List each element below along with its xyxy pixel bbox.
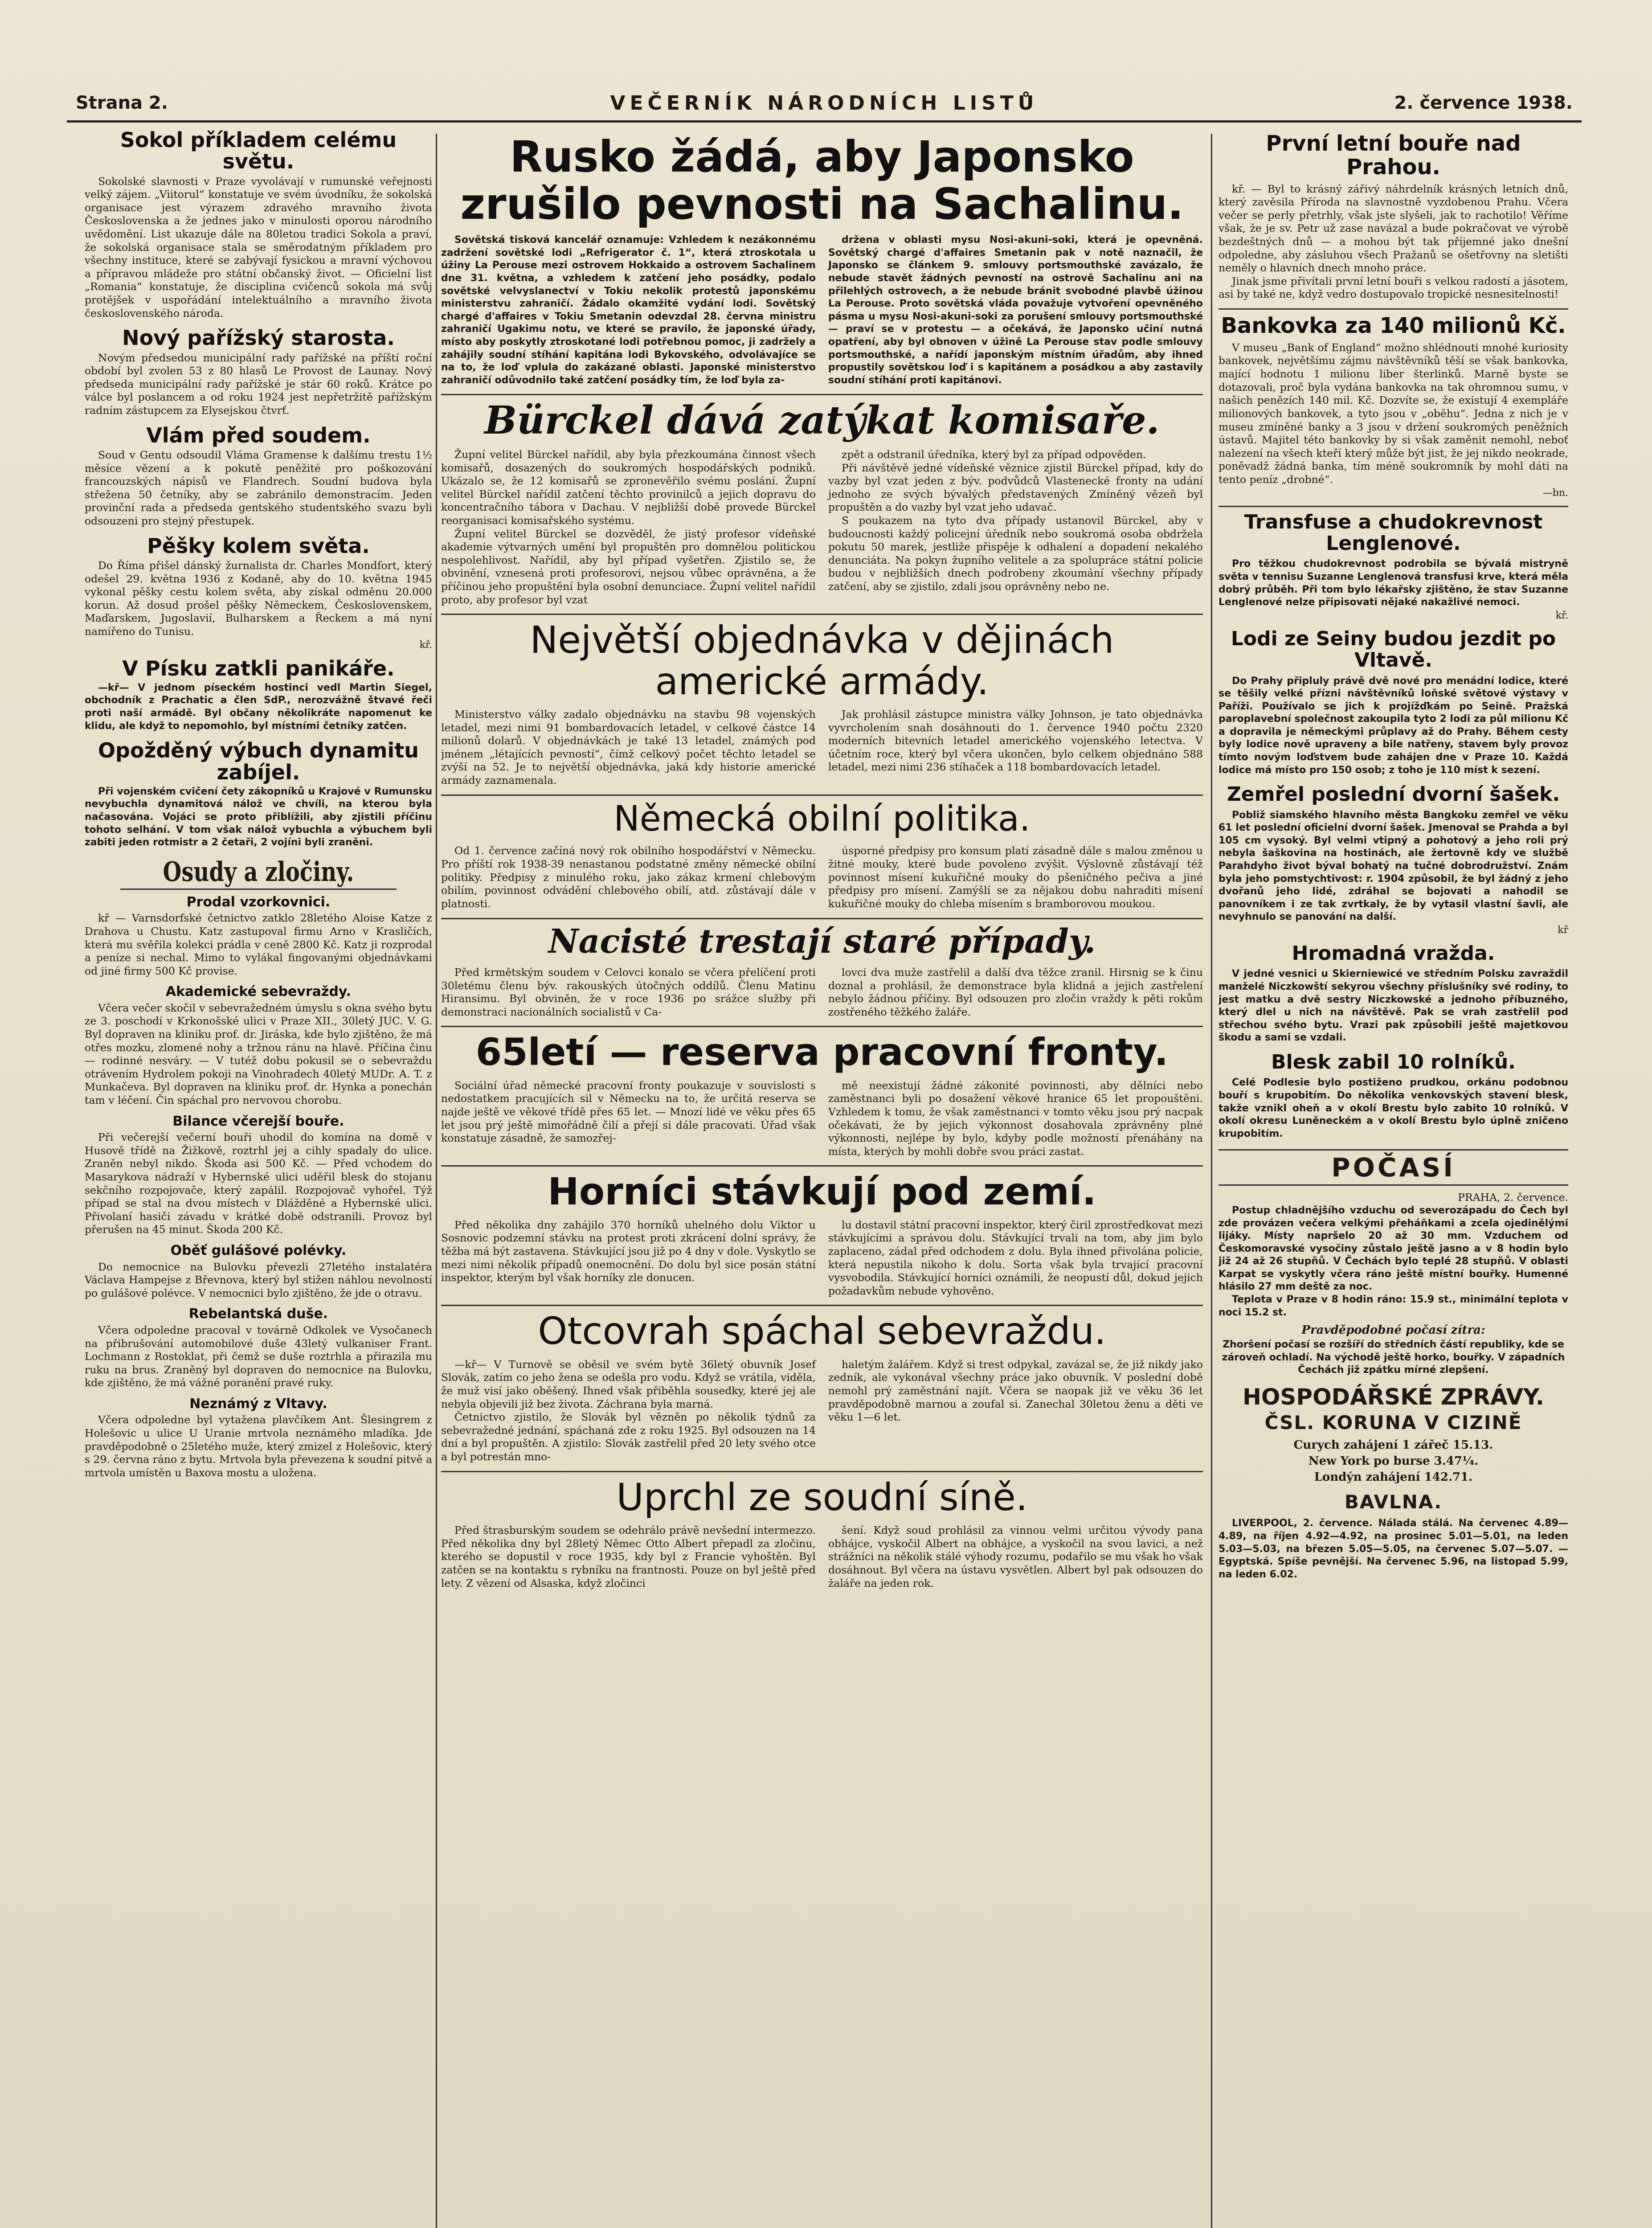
rate-newyork: New York po burse 3.47¼. — [1308, 1454, 1479, 1468]
article-text: lovci dva muže zastřelil a další dva těžce zranil. Hirsnig se k činu doznal a prohlásil, že demonstrace byla klidná a jejich zastřelení nebylo žádnou příčiny. Byl odsouzen pro zločin vraždy k pěti rokům zostřeného těžkého žaláře. — [828, 966, 1203, 1018]
article-text: haletým žalářem. Když si trest odpykal, zavázal se, že již nikdy jako zedník, ale vykonával všechny práce jako obuvník. V poslední době nemohl prý zaměstnání najít. Včera se naopak již ve věku 36 let pravděpodobně marnou a zoufal si. Zanechal 30letou ženu a děti ve věku 1—6 let. — [828, 1358, 1203, 1424]
article-headline: Otcovrah spáchal sebevraždu. — [538, 1309, 1106, 1353]
author-signature: kř. — [1555, 610, 1568, 621]
middle-column — [441, 129, 1203, 2228]
article-boure — [1219, 132, 1568, 301]
article-headline: Oběť gulášové polévky. — [170, 1243, 347, 1259]
article-vzorkovnice — [85, 895, 432, 978]
article-text: držena v oblasti mysu Nosi-akuni-soki, která je opevněná. Sovětský chargé d'affaires Smetanin pak v notě naznačil, že Japonsko se článkem 9. smlouvy portsmouthské zavázalo, že nebude stavět žádných pevností na ostrově Sachalinu ani na přilehlých ostrovech, a že nebude bránit svobodné plavbě úžinou La Perouse. Proto sovětská vláda považuje vytvoření opevněného pásma u mysu Nosi-akuni-soki za porušení smlouvy portsmouthské — praví se v protestu — a očekává, že Japonsko učiní nutná opatření, aby byl obnoven v úžině La Perouse stav podle smlouvy portsmouthské, a nařídí japonským místním úřadům, aby ihned propustily sovětskou loď i s kapitánem a posádkou a aby zastavily soudní stíhání proti kapitánovi. — [828, 234, 1203, 386]
article-rule — [441, 1165, 1203, 1167]
article-rule — [1219, 506, 1568, 507]
article-text: Včera odpoledne byl vytažena plavčíkem Ant. Šlesingrem z Holešovic u ulice U Uranie mrtvola neznámého mladíka. Jde pravděpodobně o 25letého muže, který zmizel z Holešovic, který s 29. června ráno z bytu. Mrtvola byla převezena k soudní pitvě a mrtvola umístěn u Baxova mostu a uložena. — [85, 1413, 432, 1479]
article-text: V jedné vesnici u Skierniewicé ve středním Polsku zavraždil manželé Niczkowští sekyrou všechny příslušníky své rodiny, to jest matku a dvě sestry Niczkowské a jednoho příbuzného, který dlel u nich na návštěvě. Pak se vrah zastřelil pod střechou svého bytu. Vrazi pak způsobili ještě majetkovou škodu a sami se vzdali. — [1219, 968, 1568, 1044]
article-text: Župní velitel Bürckel se dozvěděl, že jistý profesor vídeňské akademie výtvarných umění byl propuštěn pro domnělou politickou nespolehlivost. Nařídil, aby byl případ vyšetřen. Zjistilo se, že obvinění, vznesená proti profesorovi, nejsou vůbec oprávněna, a že příčinou jeho propuštění byla osobní denunciace. Župní velitel nařídil proto, aby profesor byl vzat — [441, 527, 816, 606]
article-text: Soud v Gentu odsoudil Vláma Gramense k dalšímu trestu 1½ měsíce vězení a k pokutě peněžité pro poškozování francouzských nápisů ve Flandrech. Soudní budova byla střežena 50 četníky, aby se zabránilo demonstracím. Jeden provinční rada a předseda gentského studentského svazu byli odsouzeni pro stejný přestupek. — [85, 448, 432, 527]
article-headline: Bankovka za 140 milionů Kč. — [1221, 313, 1566, 339]
weather-title: POČASÍ — [1219, 1149, 1568, 1186]
forecast-title: Pravděpodobné počasí zítra: — [1301, 1323, 1485, 1337]
article-vlam — [85, 425, 432, 528]
page-number: Strana 2. — [76, 93, 168, 113]
article-text: Sokolské slavnosti v Praze vyvolávají v rumunské veřejnosti velký zájem. „Viitorul“ konstatuje ve svém úvodníku, že sokolská organisace jest výrazem zdravého mravního života Československa a že jednes jako v minulosti oporou národního uvědomění. List ukazuje dále na 80letou tradici Sokola a praví, že sokolská organisace stala se směrodatným příkladem pro všechny instituce, které se zabývají fysickou a mravní výchovou a přípravou mládeže pro státní občanský život. — Oficielní list „Romania“ konstatuje, že disciplina cvičenců sokola má svůj protějšek v uspořádání intelektuálního a mravního života československého národa. — [85, 175, 432, 319]
article-text: Sovětská tisková kancelář oznamuje: Vzhledem k nezákonnému zadržení sovětské lodi „Refrigerator č. 1“, která ztroskotala u úžiny La Perouse mezi ostrovem Hokkaido a ostrovem Sachalinem dne 31. května, a vzhledem k zatčení jeho posádky, podalo sovětské velvyslanectví v Tokiu nekolik protestů japonskému ministerstvu zahraničí. Žádalo okamžité vydání lodi. Sovětský chargé d'affaires v Tokiu Smetanin odevzdal 28. června ministru zahraničí Ugakimu notu, ve které se pravilo, že japonské úřady, místo aby poskytly ztroskotané lodi potřebnou pomoc, ji zadržely a zahájily soudní stíhání kapitána lodi Bykovského, odvolávajíce se na to, že loď vplula do zakázané oblasti. Japonské ministerstvo zahraničí odůvodnilo také zatčení posádky tím, že loď byla za- — [441, 234, 816, 386]
article-headline: Hromadná vražda. — [1292, 942, 1495, 965]
article-text: Do Prahy připluly právě dvě nové pro menádní lodice, které se těšily velké přízni návštěvníků loňské světové výstavy v Paříži. Používalo se jich k projížďkám po Seině. Pražská paroplavební společnost zakoupila tyto 2 lodi za půl milionu Kč a dopravila je německými průplavy až do Prahy. Během cesty byly lodice nově upraveny a bile natřeny, stavem byly provoz tímto novým loďstvem bude zahájen dne v Praze 10. Každá lodice má místo pro 150 osob; z toho je 110 míst k sezení. — [1219, 675, 1568, 776]
weather-temperature: Teplota v Praze v 8 hodin ráno: 15.9 st., minimální teplota v noci 15.2 st. — [1219, 1294, 1568, 1318]
article-text: Před krmětským soudem v Celovci konalo se včera přelíčení proti 30letému členu býv. rakouských útočných oddílů. Členu Matinu Hiransimu. Byl obviněn, že v roce 1936 po srážce služby při demonstraci nacionálních socialistů v Ca- — [441, 966, 816, 1018]
column-divider — [436, 134, 437, 2228]
article-rule — [1219, 308, 1568, 310]
article-bilance — [85, 1114, 432, 1237]
article-otcovrah — [441, 1311, 1203, 1463]
rate-zurich: Curych zahájení 1 zářeč 15.13. — [1293, 1438, 1493, 1452]
article-rule — [441, 795, 1203, 796]
article-text: Při večerejší večerní bouři uhodil do komína na domě v Husově třídě na Žižkově, roztrhl jej a cihly spadaly do ulice. Zraněn nebyl nikdo. Škoda asi 500 Kč. — Před vchodem do Masarykova nádraží v Hybernské ulici uděřil blesk do stojanu sekčního rozpojovače, který zapálil. Rozpojovač vyhořel. Týž případ se stal na dvou místech v Dlážděné a Hybernské ulici. Přivolaní hasiči závadu v krátké době odstranili. Provoz byl přerušen na 45 minut. Škoda 200 Kč. — [85, 1131, 432, 1236]
article-text: V museu „Bank of England“ možno shlédnouti mnohé kuriosity bankovek, největšímu zájmu návštěvníků těší se však bankovka, mající hodnotu 1 milionu liber šterlinků. Marně byste se dotazovali, proč byla vydána bankovka na tak ohromnou sumu, v našich penězích 140 mil. Kč. Dozvíte se, že existují 4 exempláře milionových bankovek, a tyto jsou v „oběhu“. Jedna z nich je v museu zmíněné banky a 3 jsou v držení soukromých peněžních ústavů. Majitel této bankovky by si však zaměnit nemohl, neboť nalezení na všech kteří který může být jist, že jej nikdo neokrade, poněvadž žádná banka, tím méně soukromník by mohl dáti na tento peníz „drobné“. — [1219, 341, 1568, 486]
article-burckel — [441, 400, 1203, 606]
article-rebel — [85, 1307, 432, 1390]
page-header — [67, 89, 1582, 123]
article-text: S poukazem na tyto dva případy ustanovil Bürckel, aby v budoucnosti každý policejní úředník nebo soukromá osoba obdržela pokutu 50 marek, jestliže přispěje k odhalení a dopadení nekalého denunciáta. Na pokyn župního velitele a za spolupráce státní policie budou v nejbližších dnech podrobeny zkoumání všechny případy zatčení, aby se zjistilo, zdali jsou oprávněny nebo ne. — [828, 514, 1203, 593]
article-headline: Neznámý z Vltavy. — [189, 1396, 327, 1412]
article-text: šení. Když soud prohlásil za vinnou velmi určitou vývody pana obhájce, vyskočil Albert na obhájce, a vyskočil na svou lavici, a než strážníci na několik stálé výhody rozumu, podařilo se mu však ho však dosáhnout. Byl včera na ústavu vysvětlen. Albert byl pak odsouzen do žaláře na jeden rok. — [828, 1524, 1203, 1589]
article-rule — [441, 1305, 1203, 1306]
article-text: Včera večer skočil v sebevražedném úmyslu s okna svého bytu ze 3. poschodí v Krkonošské ulici v Praze XII., 30letý JUC. V. G. Byl dopraven na kliniku prof. dr. Jiráska, kde bylo zjištěno, že má otřes mozku, zlomené nohy a tržnou ránu na hlavě. Příčina činu — rodinné nesváry. — V tutéž dobu pokusil se o sebevraždu otrávením Hydrolem pokoji na Vinohradech 40letý MUDr. A. T. z Munkačeva. Byl dopraven na kliniku prof. dr. Hynka a ponechán tam v léčení. Čin spáchal pro nervovou chorobu. — [85, 1001, 432, 1107]
article-text: Ministerstvo války zadalo objednávku na stavbu 98 vojenských letadel, mezi nimi 91 bombardovacích letadel, v celkové částce 14 milionů dolarů. V objednávkách je také 13 letadel, známých pod jménem „létajících pevností“, čímž celkový počet těchto letadel se zvýší na 52. Je to největší objednávka, jaká kdy historie americké armády zaznamenala. — [441, 708, 816, 787]
article-text: Celé Podlesie bylo postiženo prudkou, orkánu podobnou bouří s krupobitím. Do několika venkovských stavení blesk, takže vznikl oheň a v okolí Brestu bylo zabito 10 rolníků. V okolí okresu Luněneckém a v okolí Brestu bylo úplně zničeno krupobitím. — [1219, 1077, 1568, 1139]
author-signature: kř. — [419, 639, 432, 651]
article-vltava — [85, 1397, 432, 1480]
article-reserva — [441, 1032, 1203, 1158]
article-headline: Rebelantská duše. — [188, 1306, 328, 1322]
article-text: Jak prohlásil zástupce ministra války Johnson, je tato objednávka vyvrcholením snah dosáhnouti do 1. července 1940 počtu 2320 moderních bitevních letadel amerického vojenského letectva. V účetním roce, který byl včera ukončen, bylo celkem objednáno 588 letadel, mezi nimi 236 stíhaček a 118 bombardovacích letadel. — [828, 708, 1203, 774]
article-headline: Německá obilní politika. — [613, 799, 1030, 839]
article-headline: Nacisté trestají staré případy. — [548, 922, 1096, 961]
article-text: Župní velitel Bürckel nařídil, aby byla přezkoumána činnost všech komisařů, dosazených do soukromých hospodářských podniků. Ukázalo se, že 12 komisařů se zpronevěřilo svému poslání. Župní velitel Bürckel nařídil zatčení těchto provinilců a jejich dopravu do koncentračního tábora v Dachau. V nejbližší době provede Bürckel reorganisaci komisařského systému. — [441, 448, 816, 527]
article-text: zpět a odstranil úředníka, který byl za případ odpověden. — [842, 448, 1146, 461]
article-headline: V Písku zatkli panikáře. — [122, 656, 395, 680]
article-headline: Vlám před soudem. — [146, 423, 371, 447]
article-lodi — [1219, 628, 1568, 777]
article-headline: Zemřel poslední dvorní šašek. — [1227, 783, 1560, 806]
article-sasek — [1219, 784, 1568, 936]
article-sachalin — [441, 134, 1203, 387]
article-headline: Uprchl ze soudní síně. — [616, 1475, 1028, 1519]
article-objednavka — [441, 619, 1203, 787]
article-text: lu dostavil státní pracovní inspektor, který čiril zprostředkovat mezi stávkujícími a správou dolu. Stávkující trvali na tom, aby jim bylo zaplaceno, zádal před odchodem z dolu. Byla ihned přivolána policie, která nepustila nikoho k dolu. Sorta však byla trvající pracovní vysvobodila. Stávkující horníci oznámili, že neopustí důl, dokud jejich požadavkům nebude vyhověno. — [828, 1218, 1203, 1297]
article-rule — [441, 918, 1203, 919]
author-signature: kř — [1558, 925, 1568, 936]
article-gulas — [85, 1244, 432, 1300]
issue-date: 2. července 1938. — [1394, 93, 1573, 113]
article-obilni — [441, 800, 1203, 911]
article-transfuse — [1219, 512, 1568, 621]
article-uprchl — [441, 1477, 1203, 1590]
article-pisek — [85, 658, 432, 733]
article-text: Do Říma přišel dánský žurnalista dr. Charles Mondfort, který odešel 29. května 1936 z Kodaně, aby do 10. května 1945 vykonal pěšky cestu kolem světa, aby získal odměnu 20.000 korun. Až dosud prošel pěšky Německem, Československem, Maďarskem, Jugoslavií, Bulharskem a Řeckem a má nyní namířeno do Tunisu. — [85, 559, 432, 638]
economic-subtitle: ČSL. KORUNA V CIZINĚ — [1264, 1412, 1522, 1434]
cotton-text: LIVERPOOL, 2. července. Nálada stálá. Na červenec 4.89—4.89, na říjen 4.92—4.92, na prosinec 5.01—5.01, na leden 5.03—5.03, na březen 5.05—5.05, na červenec 5.07—5.07. — Egyptská. Spíše pevnější. Na červenec 5.96, na listopad 5.99, na leden 6.02. — [1219, 1518, 1568, 1580]
economic-title: HOSPODÁŘSKÉ ZPRÁVY. — [1243, 1384, 1544, 1410]
weather-box — [1219, 1149, 1568, 1377]
lead-headline: Rusko žádá, aby Japonsko zrušilo pevnosti na Sachalinu. — [460, 132, 1184, 229]
forecast-text: Zhoršení počasí se rozšíří do středních částí republiky, kde se zároveň ochladí. Na východě ještě horko, bouřky. V západních Čechách již zpátku mírné zlepšení. — [1222, 1339, 1565, 1376]
article-headline: Horníci stávkují pod zemí. — [548, 1170, 1096, 1214]
article-text: Pro těžkou chudokrevnost podrobila se bývalá mistryně světa v tennisu Suzanne Lenglenová transfusi krve, která měla dobrý průběh. Při tom bylo lékařsky zjištěno, že stav Suzanne Lenglenové nelze připisovati nějaké nakažlivé nemoci. — [1219, 558, 1568, 608]
article-headline: Akademické sebevraždy. — [165, 984, 352, 1000]
article-text: kř. — Byl to krásný zářivý náhrdelník krásných letních dnů, který zavěsila Příroda na slavnostně vyzdobenou Prahu. Včera večer se perly přetrhly, však jste slyšeli, jak to rachotilo! Věříme však, že je sv. Petr už zase navázal a bude pokračovat ve výrobě bezdeštných dnů — a mohou být tak příjemné jako dnešní odpoledne, aby zásluhou všech Pražanů se ošetřovny na sletišti neměly o hlavních dnech mnoho práce. — [1219, 182, 1568, 274]
article-text: Včera odpoledne pracoval v továrně Odkolek ve Vysočanech na přibrušování automobilové duše 43letý vulkaniser Frant. Lochmann z Rostoklat, při čemž se duše roztrhla a přirazila mu ruku na brus. Zraněný byl dopraven do nemocnice na Bulovku, kde zjištěno, že má vážné poranění pravé ruky. — [85, 1323, 432, 1389]
article-text: kř — Varnsdorfské četnictvo zatklo 28letého Aloise Katze z Drahova u Chustu. Katz zastupoval firmu Arno v Krasličích, která mu svěřila kolekci prádla v ceně 2800 Kč. Katz ji rozprodal a peníze si nechal. Mimo to vylákal fingovanými objednávkami od jiné firmy 500 Kč provise. — [85, 912, 432, 977]
article-rule — [441, 1026, 1203, 1027]
article-text: Při vojenském cvičení čety zákopníků u Krajové v Rumunsku nevybuchla dynamitová nálož ve chvíli, na kterou byla načasována. Vojáci se proto přiblížili, aby zjistili příčinu tohoto selhání. V tom však nálož vybuchla a výbuchem byli zabiti jeden rotmistr a 2 četaři, 2 vojíni byli zraněni. — [85, 786, 432, 848]
article-dynamit — [85, 740, 432, 849]
article-text: Před štrasburským soudem se odehrálo právě nevšední intermezzo. Před několika dny byl 28letý Němec Otto Albert přepadl za zločinu, kterého se dopustil v roce 1935, kdy byl z Francie vyhoštěn. Byl zatčen se na kontaktu s rybníku na frantnosti. Pouze on byl ještě před lety. Z vězení od Alsaska, když zločinci — [441, 1524, 816, 1589]
article-sokol — [85, 129, 432, 320]
article-text: Pobliž siamského hlavního města Bangkoku zemřel ve věku 61 let poslední oficielní dvorní šašek. Jmenoval se Prahda a byl 105 cm vysoký. Byl velmi vtipný a pohotový a jeho roli prý nebyla šaškovina na hostinách, ale žertovně kdy ve službě Parahdyho život býval bohatý na tučné dobrodružství. Znám byla jeho pomstychtivost: r. 1904 způsobil, že byl žádný z jeho dvořanů jeho lidé, zdráhal se bojovati a nahodil se panovníkem i ze tak zvrtkaly, že by vytasil vlastní šavli, ale nevyhnulo se panování na další. — [1219, 809, 1568, 923]
article-headline: Prodal vzorkovnici. — [186, 894, 331, 910]
article-headline: Největší objednávka v dějinách americké armády. — [530, 618, 1114, 703]
article-starosta — [85, 327, 432, 417]
rate-london: Londýn zahájení 142.71. — [1314, 1470, 1473, 1484]
article-text: Jinak jsme přivítali první letní bouři s velkou radostí a jásotem, asi by také ne, když vedro dostupovalo tropické nesnesitelnosti! — [1219, 274, 1568, 301]
weather-text: Postup chladnějšího vzduchu od severozápadu do Čech byl zde provázen večera velkými přeháňkami a zcela ojedinělými lijáky. Místy napršelo 20 až 30 mm. Vzduchem od Českomoravské vysočiny zůstalo ještě jasno a v 8 hodin bylo již 24 až 26 stupňů. V Čechách bylo teplé 28 stupňů. V oblasti Karpat se vyskytly včera ráno ještě místní bouřky. Humenné hlásilo 27 mm deště za noc. — [1219, 1204, 1568, 1293]
article-nacisti — [441, 924, 1203, 1019]
article-headline: Transfuse a chudokrevnost Lenglenové. — [1244, 510, 1543, 555]
article-text: Do nemocnice na Bulovku převezli 27letého instalatéra Václava Hampejse z Břevnova, který byl stižen náhlou nevolností po gulášové polévce. V nemocnici bylo zjištěno, že jde o otravu. — [85, 1260, 432, 1299]
article-hornici — [441, 1171, 1203, 1298]
article-headline: Opožděný výbuch dynamitu zabíjel. — [98, 738, 419, 784]
article-headline: Nový pařížský starosta. — [122, 326, 395, 350]
article-headline: Sokol příkladem celému světu. — [120, 129, 397, 174]
article-headline: Pěšky kolem světa. — [147, 533, 370, 558]
right-column — [1219, 129, 1568, 2228]
article-pesky — [85, 535, 432, 651]
article-headline: Bürckel dává zatýkat komisaře. — [484, 398, 1160, 443]
article-text: Od 1. července začíná nový rok obilního hospodářství v Německu. Pro příští rok 1938-39 nenastanou podstatné změny německé obilní politiky. Předpisy z minulého roku, jako zákaz krmení chlebovým obilím, povinnost odvádění chlebového obilí, atd. zůstávají dále v platnosti. — [441, 844, 816, 910]
author-signature: —bn. — [1542, 487, 1568, 499]
article-headline: Lodi ze Seiny budou jezdit po Vltavě. — [1231, 627, 1556, 672]
article-text: Před několika dny zahájilo 370 horníků uhelného dolu Viktor u Sosnovic podzemní stávku na protest proti zkrácení dolní správy, že těžba má být zastavena. Stávkující jsou již po 4 dny v dole. Vyskytlo se mezi nimi několik případů onemocnění. Do dolu byl sice posán státní inspektor, kterým byl však horníky zle donucen. — [441, 1218, 816, 1284]
article-headline: Blesk zabil 10 rolníků. — [1271, 1050, 1516, 1073]
weather-dateline: PRAHA, 2. července. — [1458, 1191, 1568, 1204]
article-bankovka — [1219, 314, 1568, 499]
article-text: Četnictvo zjistilo, že Slovák byl vězněn po několik týdnů za sebevražedné jednání, spáchaná zde z roku 1925. Byl odsouzen na 14 dní a byl propuštěn. A zjistilo: Slovák zastřelil před 20 lety svého otce a byl potrestán mno- — [441, 1411, 816, 1463]
article-text: mě neexistují žádné zákonité povinnosti, aby dělníci nebo zaměstnanci byli po dosažení věkové hranice 65 let propouštěni. Vzhledem k tomu, že však zaměstnanci v tomto věku jsou prý nacpak očekávati, že by jejich výkonnost dosahovala zprávněny plné výkonnosti, nejlépe by bylo, kdyby podle možností přenáhány na místa, kterých by mohli dobře svou práci zastat. — [828, 1079, 1203, 1158]
left-column — [85, 129, 432, 2228]
article-headline: 65letí — reserva pracovní fronty. — [475, 1030, 1169, 1074]
article-rule — [441, 614, 1203, 615]
economic-news — [1219, 1384, 1568, 1581]
article-text: —kř— V jednom píseckém hostinci vedl Martin Siegel, obchodník z Prachatic a člen SdP., nerozvážně štvavé řeči proti naší armádě. Byl občany několikráte napomenut ke klidu, ale když to nepomohlo, byl místními četníky zatčen. — [85, 682, 432, 732]
section-title: Osudy a zločiny. — [163, 856, 354, 888]
article-text: Sociální úřad německé pracovní fronty poukazuje v souvislosti s nedostatkem pracujících sil v Německu na to, že určitá reserva se najde ještě ve věkové třídě přes 65 let. — Mnozí lidé ve věku přes 65 let jsou prý ještě mimořádně čilí a přejí si dále pracovati. Úřad však konstatuje zásadně, že samozřej- — [441, 1079, 816, 1145]
section-rule — [120, 889, 397, 890]
article-text: —kř— V Turnově se oběsil ve svém bytě 36letý obuvník Josef Slovák, zatím co jeho žena se odešla pro vodu. Když se vrátila, viděla, že muž visí jako oběšený. Ihned však přiběhla sousedky, které jej ale nebyla objevili již bez života. Záchrana byla marná. — [441, 1358, 816, 1410]
article-blesk — [1219, 1052, 1568, 1140]
article-text: Novým předsedou municipální rady pařížské na příští roční období byl zvolen 53 z 80 hlasů Le Provost de Launay. Nový předseda municipální rady pařížské je stár 60 roků. Krátce po válce byl poslancem a od roku 1924 jest nepřetržitě pařížským radním zástupcem za Elysejskou čtvrť. — [85, 351, 432, 417]
cotton-title: BAVLNA. — [1344, 1491, 1443, 1513]
article-akademicke — [85, 985, 432, 1107]
column-divider — [1211, 134, 1212, 2228]
article-vrazda — [1219, 943, 1568, 1044]
article-text: Při návštěvě jedné vídeňské věznice zjistil Bürckel případ, kdy do vazby byl vzat jeden z býv. podvůdců Vlastenecké fronty na udání jednoho ze svých bývalých představených Zmíněný vězeň byl propuštěn a do vazby byl vzat jeho udavač. — [828, 461, 1203, 514]
article-headline: Bilance včerejší bouře. — [172, 1113, 344, 1129]
article-rule — [441, 394, 1203, 395]
masthead-title: VEČERNÍK NÁRODNÍCH LISTŮ — [610, 92, 1039, 115]
article-text: úsporné předpisy pro konsum platí zásadně dále s malou změnou u žitné mouky, které bude povoleno zvýšit. Výslovně zůstávají též povinnost mísení kukuřičné mouky do pšeničného pečiva a jiné předpisy pro mísení. Zamýšlí se za nějakou dobu nahraditi mísení kukuřičné mouky do chleba mísením s bramborovou moukou. — [828, 844, 1203, 910]
article-headline: První letní bouře nad Prahou. — [1266, 131, 1521, 180]
article-rule — [441, 1471, 1203, 1472]
